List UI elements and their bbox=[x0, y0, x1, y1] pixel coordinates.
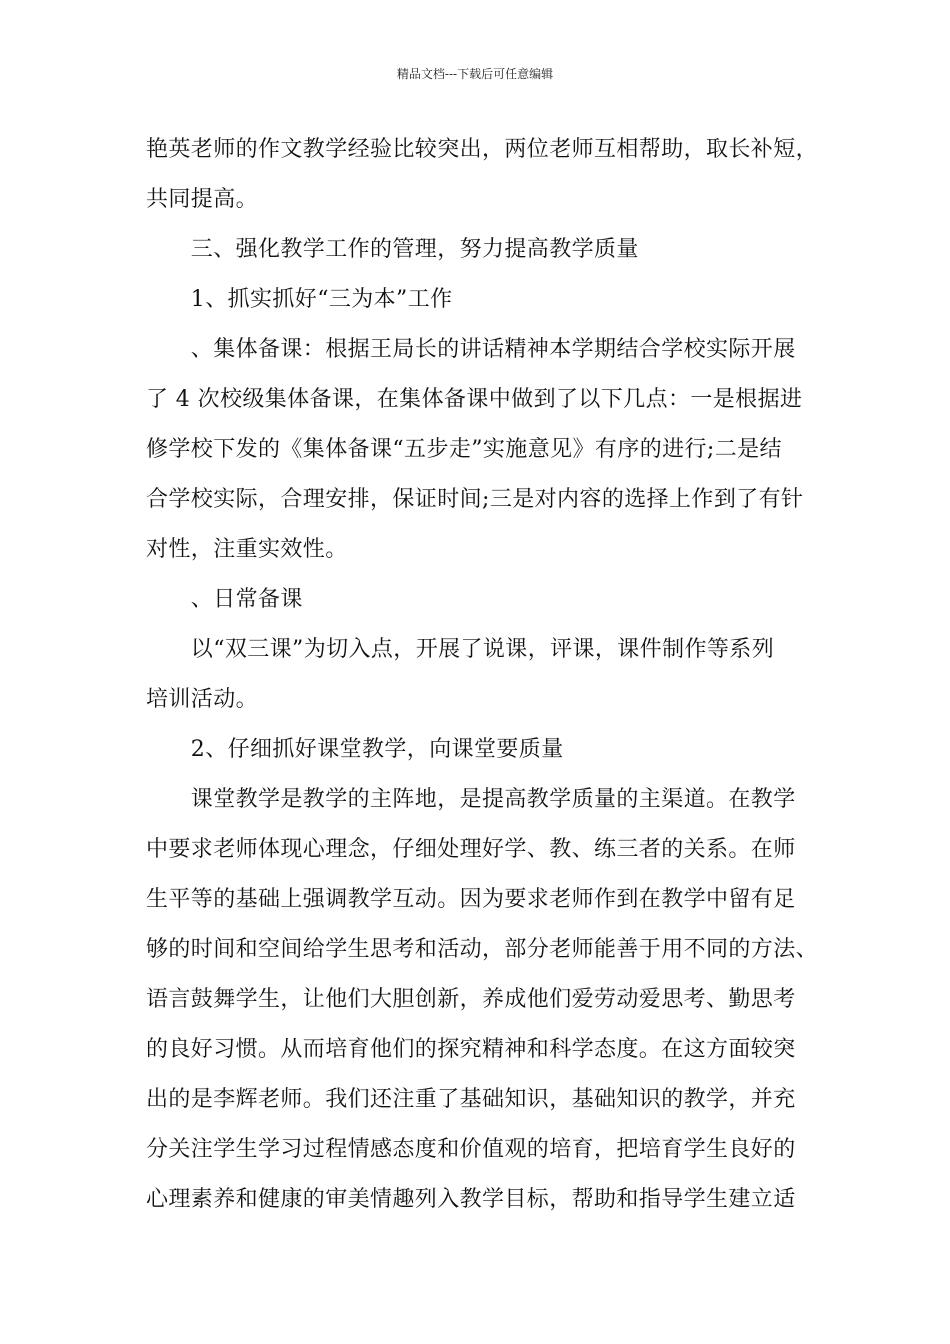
body-line: 合学校实际，合理安排，保证时间;三是对内容的选择上作到了有针 bbox=[146, 487, 804, 512]
subsection-heading: 2、仔细抓好课堂教学，向课堂要质量 bbox=[146, 737, 564, 762]
body-line: 的良好习惯。从而培育他们的探究精神和科学态度。在这方面较突 bbox=[146, 1037, 796, 1062]
body-line: 中要求老师体现心理念，仔细处理好学、教、练三者的关系。在师 bbox=[146, 837, 796, 862]
body-line: 语言鼓舞学生，让他们大胆创新，养成他们爱劳动爱思考、勤思考 bbox=[146, 987, 796, 1012]
body-line: 、集体备课：根据王局长的讲话精神本学期结合学校实际开展 bbox=[146, 337, 796, 362]
body-line: 出的是李辉老师。我们还注重了基础知识，基础知识的教学，并充 bbox=[146, 1087, 796, 1112]
page-header: 精品文档---下载后可任意编辑 bbox=[396, 67, 554, 81]
body-line: 分关注学生学习过程情感态度和价值观的培育，把培育学生良好的 bbox=[146, 1137, 796, 1162]
body-line: 生平等的基础上强调教学互动。因为要求老师作到在教学中留有足 bbox=[146, 887, 796, 912]
body-line: 培训活动。 bbox=[146, 687, 259, 712]
body-line: 艳英老师的作文教学经验比较突出，两位老师互相帮助，取长补短， bbox=[146, 137, 819, 162]
subsection-heading: 、日常备课 bbox=[146, 587, 303, 612]
subsection-heading: 1、抓实抓好“三为本”工作 bbox=[146, 287, 453, 312]
body-line: 够的时间和空间给学生思考和活动，部分老师能善于用不同的方法、 bbox=[146, 937, 819, 962]
body-line: 对性，注重实效性。 bbox=[146, 537, 348, 562]
body-line: 了 4 次校级集体备课，在集体备课中做到了以下几点：一是根据进 bbox=[146, 387, 803, 412]
section-heading: 三、强化教学工作的管理，努力提高教学质量 bbox=[146, 237, 639, 262]
body-line: 课堂教学是教学的主阵地，是提高教学质量的主渠道。在教学 bbox=[146, 787, 796, 812]
body-line: 以“双三课”为切入点，开展了说课，评课，课件制作等系列 bbox=[146, 637, 775, 662]
body-line: 共同提高。 bbox=[146, 187, 259, 212]
body-line: 修学校下发的《集体备课“五步走”实施意见》有序的进行;二是结 bbox=[146, 437, 782, 462]
body-line: 心理素养和健康的审美情趣列入教学目标，帮助和指导学生建立适 bbox=[146, 1187, 796, 1212]
